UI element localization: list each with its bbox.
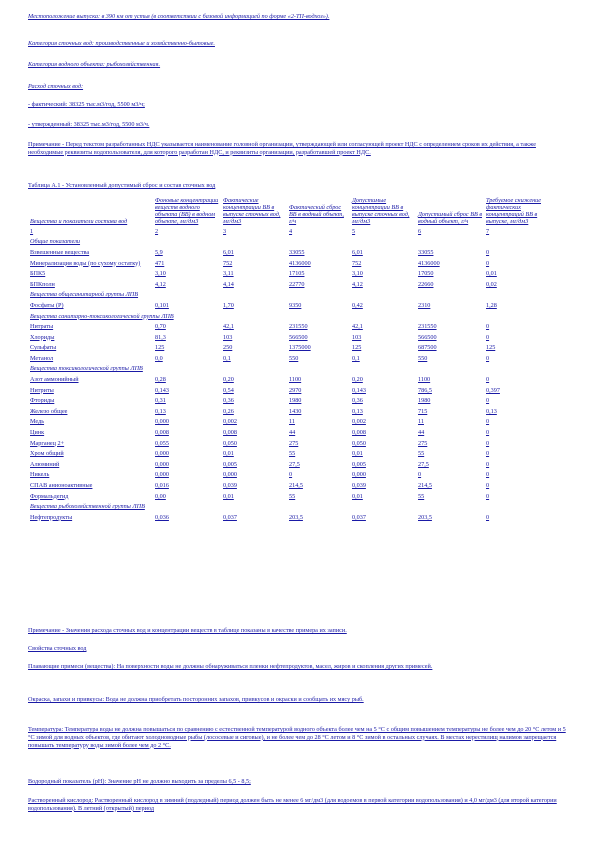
table-cell: 0,01 <box>352 450 363 458</box>
table-cell: 1430 <box>289 407 302 415</box>
table-cell: 0,00 <box>155 492 166 500</box>
table-cell: 550 <box>289 354 299 362</box>
table-cell: 11 <box>289 418 295 426</box>
table-cell: 0 <box>486 323 490 331</box>
table-cell: 0,039 <box>352 482 366 489</box>
table-cell: 0,397 <box>486 386 500 394</box>
table-cell: 0,143 <box>352 386 366 394</box>
table-cell: 4,14 <box>223 280 234 288</box>
table-cell: 0 <box>486 439 490 447</box>
table-cell: 81,3 <box>155 333 166 341</box>
table-cell: 687500 <box>418 344 437 352</box>
table-row <box>28 447 558 458</box>
table-cell: 0,036 <box>155 513 169 521</box>
table-section-row <box>28 236 558 247</box>
section-title: Общие показатели <box>30 238 81 246</box>
table-cell: 0,70 <box>155 323 166 331</box>
table-row <box>28 416 558 427</box>
substance-name: Марганец 2+ <box>30 439 65 447</box>
property-odor: Окраска, запахи и привкусы: Вода не должна приобретать посторонних запахов, привкусов и окраски и сообщать их мясу рыб. <box>28 696 364 703</box>
table-cell: 0,002 <box>352 418 366 426</box>
table-cell: 0 <box>486 513 490 521</box>
table-cell: 55 <box>289 450 296 458</box>
table-cell: 471 <box>155 259 165 267</box>
table-cell: 0,1 <box>352 354 360 362</box>
table-cell: 0,20 <box>223 376 234 384</box>
substance-name: Фосфаты (P) <box>30 301 64 309</box>
substance-name: Медь <box>30 418 45 426</box>
substance-name: Фториды <box>30 397 55 405</box>
column-number: 4 <box>289 227 293 235</box>
table-cell: 125 <box>352 344 362 352</box>
properties-title: Свойства сточных вод <box>28 645 87 652</box>
table-cell: 0,055 <box>155 439 169 447</box>
table-cell: 0,000 <box>155 450 169 458</box>
header-cell: Фактические концентрации ВВ в выпуске сточных вод, мг/дм3 <box>223 197 281 226</box>
table-row <box>28 490 558 501</box>
table-row <box>28 320 558 331</box>
column-number: 3 <box>223 227 227 235</box>
table-cell: 0,13 <box>155 407 166 415</box>
table-cell: 0,42 <box>352 301 363 309</box>
header-cell: Фоновые концентрации веществ водного объекта (ВВ) в водном объекте, мг/дм3 <box>155 197 219 226</box>
table-cell: 550 <box>418 354 428 362</box>
table-cell: 214,5 <box>289 482 303 489</box>
table-caption: Таблица А.1 - Установленный допустимый сброс и состав сточных вод <box>28 182 216 189</box>
table-cell: 0,000 <box>155 471 169 479</box>
table-cell: 0,28 <box>155 376 166 384</box>
substance-name: БПК5 <box>30 270 46 278</box>
table-cell: 752 <box>223 259 233 267</box>
table-cell: 11 <box>418 418 424 426</box>
table-cell: 0,000 <box>223 471 237 479</box>
table-cell: 27,5 <box>289 460 300 468</box>
table-cell: 0,0 <box>155 354 163 362</box>
substance-name: Формальдегид <box>30 492 69 500</box>
substance-name: Нефтепродукты <box>30 513 73 521</box>
table-row <box>28 331 558 342</box>
table-row <box>28 405 558 416</box>
table-cell: 0,008 <box>223 429 237 437</box>
column-number: 5 <box>352 227 356 235</box>
table-cell: 1,70 <box>223 301 234 309</box>
table-cell: 0 <box>486 460 490 468</box>
table-cell: 17105 <box>289 270 305 278</box>
table-cell: 42,1 <box>352 323 363 331</box>
section-title: Вещества рыбохозяйственной группы ЛПВ <box>30 503 145 511</box>
flow-rate-approved: - утвержденный: 38325 тыс.м3/год, 5500 м3/ч. <box>28 121 150 128</box>
table-cell: 715 <box>418 407 428 415</box>
table-cell: 786,5 <box>418 386 432 394</box>
table-cell: 4,12 <box>352 280 363 288</box>
table-cell: 0,050 <box>223 439 237 447</box>
table-cell: 0,01 <box>486 270 497 278</box>
property-floating: Плавающие примеси (вещества): На поверхности воды не должны обнаруживаться пленки нефтепродуктов, масел, жиров и скопления других примесей. <box>28 663 433 670</box>
table-row <box>28 299 558 310</box>
substance-name: Нитриты <box>30 386 54 394</box>
table-header-row <box>28 197 558 226</box>
table-row <box>28 246 558 257</box>
table-cell: 22770 <box>289 280 305 288</box>
note-headnote: Примечание - Перед текстом разработанных НДС указывается наименование головной организации, утверждающей или согласующей проект НДС с определением сроков их действия, а также необходимые реквизиты водопользователя, для которого разработан НДС, и реквизиты организации, разработавшей проект НДС. <box>28 141 536 156</box>
outlet-location: Местоположение выпуска: в 390 км от устья (в соответствии с базовой информацией по форме «2-ТП-водхоз»). <box>28 13 330 20</box>
table-cell: 1375000 <box>289 344 311 352</box>
table-cell: 203,5 <box>289 513 303 521</box>
header-cell: Фактический сброс ВВ в водный объект, г/ч <box>289 204 344 226</box>
table-row <box>28 437 558 448</box>
table-cell: 4136000 <box>418 259 440 267</box>
table-cell: 0,050 <box>352 439 366 447</box>
table-cell: 55 <box>289 492 296 500</box>
table-row <box>28 511 558 522</box>
table-cell: 0,000 <box>155 460 169 468</box>
table-cell: 0,36 <box>352 397 363 405</box>
table-cell: 231550 <box>418 323 437 331</box>
table-cell: 3,10 <box>352 270 363 278</box>
flow-rate-heading: Расход сточных вод: <box>28 83 84 90</box>
section-title: Вещества токсикологической группы ЛПВ <box>30 365 143 373</box>
table-cell: 275 <box>418 439 428 447</box>
table-cell: 103 <box>352 333 362 341</box>
table-cell: 42,1 <box>223 323 234 331</box>
table-cell: 0,143 <box>155 386 169 394</box>
column-number: 2 <box>155 227 159 235</box>
table-cell: 0,01 <box>223 450 234 458</box>
table-section-row <box>28 500 558 511</box>
table-row <box>28 394 558 405</box>
table-cell: 566500 <box>289 333 308 341</box>
table-cell: 0,016 <box>155 482 169 489</box>
table-cell: 0,01 <box>223 492 234 500</box>
table-cell: 0,002 <box>223 418 237 426</box>
table-cell: 0 <box>486 354 490 362</box>
table-cell: 0,005 <box>352 460 366 468</box>
table-cell: 125 <box>155 344 165 352</box>
table-cell: 1980 <box>289 397 302 405</box>
substance-name: Сульфаты <box>30 344 57 352</box>
table-cell: 0 <box>486 429 490 437</box>
table-cell: 0,26 <box>223 407 234 415</box>
table-cell: 1100 <box>289 376 302 384</box>
discharge-table-body <box>28 197 558 522</box>
substance-name: Хлориды <box>30 333 55 341</box>
table-cell: 0,037 <box>352 513 366 521</box>
table-cell: 4136000 <box>289 259 311 267</box>
table-cell: 4,12 <box>155 280 166 288</box>
table-cell: 0 <box>486 492 490 500</box>
table-cell: 1980 <box>418 397 431 405</box>
table-section-row <box>28 288 558 299</box>
property-ph: Водородный показатель (pH): Значение pH не должно выходить за пределы 6,5 - 8,5; <box>28 778 251 785</box>
flow-rate-actual: - фактический: 38325 тыс.м3/год, 5500 м3/ч; <box>28 101 145 108</box>
table-cell: 0 <box>486 450 490 458</box>
property-temperature: Температура: Температура воды не должна повышаться по сравнению с естественной температурой водного объекта более чем на 5 °С с общим повышением температуры не более чем до 20 °С летом и 5 °С зимой для водных объектов, где обитают холодноводные рыбы (лососевые и сиговые), и не более чем до 28 °С летом и 8 °С зимой в остальных случаях. В местах нерестилищ налимов запрещается повышать температуру воды зимой более чем до 2 °С. <box>28 726 566 749</box>
table-cell: 250 <box>223 344 233 352</box>
section-title: Вещества общесанитарной группы ЛПВ <box>30 291 139 299</box>
table-cell: 566500 <box>418 333 437 341</box>
substance-name: Железо общее <box>30 407 68 415</box>
table-row <box>28 257 558 268</box>
substance-name: БПКполн <box>30 280 55 288</box>
table-cell: 17050 <box>418 270 434 278</box>
table-cell: 0 <box>486 471 490 479</box>
table-cell: 0,31 <box>155 397 166 405</box>
header-cell: Вещества и показатели состава вод <box>30 218 128 226</box>
table-cell: 0,000 <box>352 471 366 479</box>
table-cell: 1100 <box>418 376 431 384</box>
table-cell: 752 <box>352 259 362 267</box>
substance-name: Никель <box>30 471 50 479</box>
substance-name: Минерализация воды (по сухому остатку) <box>30 259 141 267</box>
table-cell: 0 <box>486 333 490 341</box>
table-section-row <box>28 363 558 374</box>
substance-name: Цинк <box>30 429 45 437</box>
table-cell: 0,008 <box>352 429 366 437</box>
substance-name: СПАВ анионоактивные <box>30 482 93 489</box>
column-number: 6 <box>418 227 422 235</box>
table-cell: 0 <box>486 418 490 426</box>
table-cell: 3,10 <box>155 270 166 278</box>
table-cell: 33055 <box>418 248 434 256</box>
table-cell: 0,101 <box>155 301 169 309</box>
table-row <box>28 469 558 480</box>
substance-name: Метанол <box>30 354 54 362</box>
table-cell: 0,13 <box>486 407 497 415</box>
table-cell: 231550 <box>289 323 308 331</box>
table-cell: 0,36 <box>223 397 234 405</box>
section-title: Вещества санитарно-токсикологической группы ЛПВ <box>30 312 174 320</box>
table-cell: 0 <box>486 397 490 405</box>
water-body-category: Категория водного объекта: рыбохозяйственная. <box>28 61 161 68</box>
table-row <box>28 267 558 278</box>
table-cell: 0 <box>418 471 422 479</box>
substance-name: Алюминий <box>30 460 60 468</box>
table-cell: 0 <box>486 259 490 267</box>
substance-name: Взвешенные вещества <box>30 248 90 256</box>
header-cell: Допустимые концентрации ВВ в выпуске сточных вод, мг/дм3 <box>352 197 410 226</box>
table-section-row <box>28 310 558 321</box>
table-row <box>28 458 558 469</box>
table-cell: 214,5 <box>418 482 432 489</box>
table-cell: 6,01 <box>223 248 234 256</box>
table-cell: 0,008 <box>155 429 169 437</box>
table-cell: 2970 <box>289 386 302 394</box>
discharge-table <box>28 197 558 522</box>
table-cell: 2310 <box>418 301 431 309</box>
table-cell: 27,5 <box>418 460 429 468</box>
header-cell: Требуемое снижение фактических концентраций ВВ в выпуске, мг/дм3 <box>486 197 541 226</box>
table-cell: 0,039 <box>223 482 237 489</box>
table-cell: 1,28 <box>486 301 497 309</box>
column-number: 7 <box>486 227 490 235</box>
table-cell: 125 <box>486 344 496 352</box>
table-cell: 0,000 <box>155 418 169 426</box>
table-cell: 0 <box>486 376 490 384</box>
table-cell: 22660 <box>418 280 434 288</box>
table-cell: 44 <box>418 429 425 437</box>
table-row <box>28 426 558 437</box>
table-cell: 6,01 <box>352 248 363 256</box>
table-cell: 0 <box>486 248 490 256</box>
table-cell: 44 <box>289 429 296 437</box>
table-row <box>28 278 558 289</box>
substance-name: Нитраты <box>30 323 54 331</box>
table-cell: 0,01 <box>352 492 363 500</box>
table-row <box>28 373 558 384</box>
table-cell: 0,037 <box>223 513 237 521</box>
table-cell: 275 <box>289 439 299 447</box>
table-cell: 5,9 <box>155 248 163 256</box>
note-table: Примечание - Значения расхода сточных вод и концентрации веществ в таблице показаны в качестве примера их записи. <box>28 627 347 634</box>
table-cell: 9350 <box>289 301 302 309</box>
table-cell: 0,13 <box>352 407 363 415</box>
substance-name: Азот аммонийный <box>30 376 79 384</box>
table-cell: 0,1 <box>223 354 231 362</box>
substance-name: Хром общий <box>30 450 64 458</box>
table-row <box>28 384 558 395</box>
table-row <box>28 479 558 490</box>
table-cell: 33055 <box>289 248 305 256</box>
table-cell: 3,11 <box>223 270 234 278</box>
column-number: 1 <box>30 227 34 235</box>
table-cell: 0 <box>486 482 490 489</box>
table-cell: 0,54 <box>223 386 234 394</box>
table-cell: 55 <box>418 492 425 500</box>
property-oxygen: Растворенный кислород: Растворенный кислород в зимний (подледный) период должен быть не менее 6 мг/дм3 (для водоемов в первой категории водопользования) и 4,0 мг/дм3 (для второй категории водопользования). В летний (открытый) период <box>28 797 557 812</box>
table-row <box>28 352 558 363</box>
header-cell: Допустимый сброс ВВ в водный объект, г/ч <box>418 211 483 226</box>
table-cell: 0 <box>289 471 293 479</box>
table-cell: 0,005 <box>223 460 237 468</box>
table-cell: 103 <box>223 333 233 341</box>
table-cell: 0,20 <box>352 376 363 384</box>
column-number-row <box>28 226 558 236</box>
table-row <box>28 341 558 352</box>
table-cell: 0,02 <box>486 280 497 288</box>
table-cell: 55 <box>418 450 425 458</box>
wastewater-category: Категория сточных вод: производственные и хозяйственно-бытовые. <box>28 40 215 47</box>
table-cell: 203,5 <box>418 513 432 521</box>
